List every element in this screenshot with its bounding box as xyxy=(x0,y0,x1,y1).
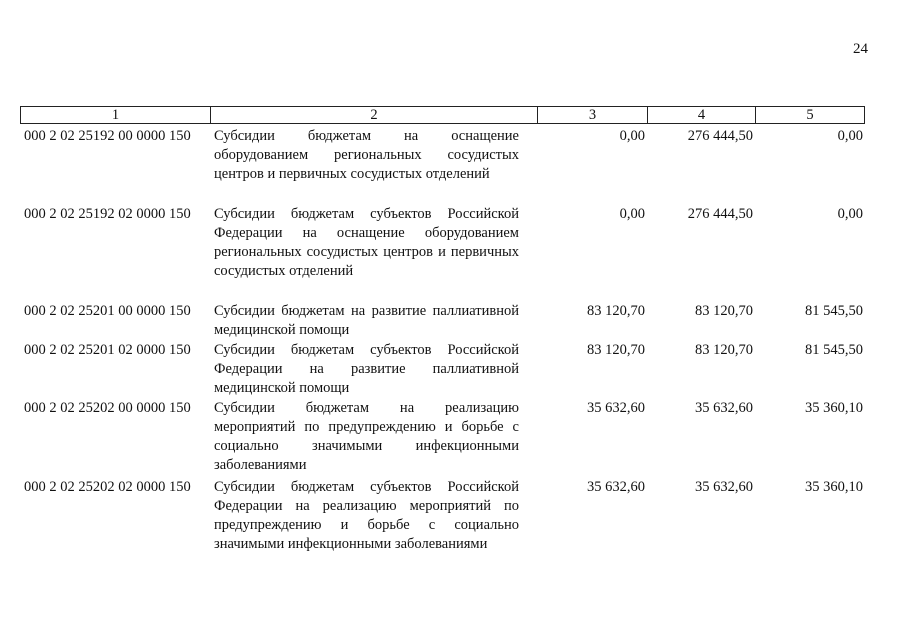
value-col-5: 0,00 xyxy=(837,206,863,222)
header-col-5: 5 xyxy=(806,107,814,123)
table-header xyxy=(20,106,865,124)
row-description: Субсидии бюджетам субъектов Российской Федерации на оснащение оборудованием региональных сосудистых центров и первичных сосудистых отделений xyxy=(214,206,519,279)
budget-code: 000 2 02 25192 00 0000 150 xyxy=(24,128,191,144)
value-col-3: 83 120,70 xyxy=(587,342,645,358)
value-col-4: 35 632,60 xyxy=(695,479,753,495)
header-col-1: 1 xyxy=(21,107,211,123)
value-col-5: 35 360,10 xyxy=(805,400,863,416)
row-description: Субсидии бюджетам на оснащение оборудованием региональных сосудистых центров и первичных сосудистых отделений xyxy=(214,128,519,182)
header-col-4: 4 xyxy=(648,107,756,123)
value-col-3: 0,00 xyxy=(619,128,645,144)
budget-code: 000 2 02 25201 00 0000 150 xyxy=(24,303,191,319)
row-description: Субсидии бюджетам на реализацию мероприятий по предупреждению и борьбе с социально значимыми инфекционными заболеваниями xyxy=(214,400,519,473)
value-col-4: 83 120,70 xyxy=(695,342,753,358)
budget-code: 000 2 02 25202 02 0000 150 xyxy=(24,479,191,495)
value-col-3: 83 120,70 xyxy=(587,303,645,319)
row-description: Субсидии бюджетам на развитие паллиативной медицинской помощи xyxy=(214,303,519,338)
budget-code: 000 2 02 25202 00 0000 150 xyxy=(24,400,191,416)
header-col-3: 3 xyxy=(538,107,648,123)
value-col-4: 276 444,50 xyxy=(687,128,753,144)
table-row xyxy=(20,399,865,475)
value-col-3: 35 632,60 xyxy=(587,400,645,416)
value-col-3: 0,00 xyxy=(619,206,645,222)
value-col-3: 35 632,60 xyxy=(587,479,645,495)
budget-code: 000 2 02 25192 02 0000 150 xyxy=(24,206,191,222)
budget-code: 000 2 02 25201 02 0000 150 xyxy=(24,342,191,358)
value-col-5: 81 545,50 xyxy=(805,303,863,319)
table-row xyxy=(20,302,865,340)
row-description: Субсидии бюджетам субъектов Российской Федерации на развитие паллиативной медицинской помощи xyxy=(214,342,519,396)
table-row xyxy=(20,478,865,554)
table-row xyxy=(20,205,865,281)
value-col-4: 35 632,60 xyxy=(695,400,753,416)
row-description: Субсидии бюджетам субъектов Российской Федерации на реализацию мероприятий по предупреждению и борьбе с социально значимыми инфекционными заболеваниями xyxy=(214,479,519,552)
value-col-4: 276 444,50 xyxy=(687,206,753,222)
table-row xyxy=(20,127,865,184)
value-col-4: 83 120,70 xyxy=(695,303,753,319)
header-col-2: 2 xyxy=(211,107,538,123)
value-col-5: 81 545,50 xyxy=(805,342,863,358)
table-row xyxy=(20,341,865,398)
value-col-5: 0,00 xyxy=(837,128,863,144)
page-number: 24 xyxy=(853,41,868,57)
value-col-5: 35 360,10 xyxy=(805,479,863,495)
